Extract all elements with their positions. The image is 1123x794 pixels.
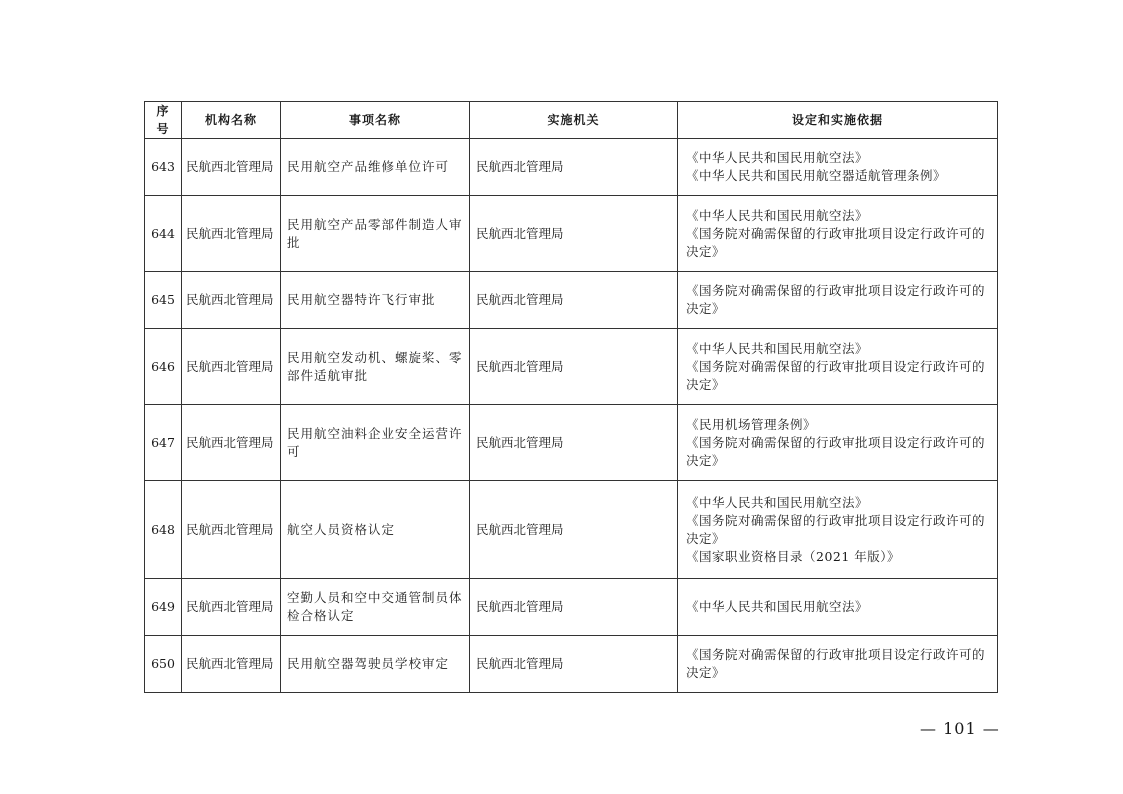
cell-serial-number: 649	[145, 579, 182, 636]
cell-serial-number: 644	[145, 196, 182, 272]
legal-basis-entry: 《中华人民共和国民用航空法》	[686, 599, 869, 614]
cell-implementing-agency: 民航西北管理局	[470, 272, 678, 329]
cell-item-name: 空勤人员和空中交通管制员体检合格认定	[281, 579, 470, 636]
legal-basis-entry: 《国务院对确需保留的行政审批项目设定行政许可的决定》	[686, 512, 986, 546]
table-row	[145, 579, 998, 636]
cell-serial-number: 647	[145, 405, 182, 481]
cell-organization-name: 民航西北管理局	[182, 579, 281, 636]
cell-item-name: 民用航空产品零部件制造人审批	[281, 196, 470, 272]
cell-legal-basis	[678, 405, 998, 481]
cell-organization-name: 民航西北管理局	[182, 329, 281, 405]
cell-legal-basis	[678, 636, 998, 693]
cell-organization-name: 民航西北管理局	[182, 272, 281, 329]
header-serial-number: 序号	[145, 102, 182, 139]
cell-serial-number: 643	[145, 139, 182, 196]
header-item-name: 事项名称	[281, 102, 470, 139]
legal-basis-entry: 《国务院对确需保留的行政审批项目设定行政许可的决定》	[686, 225, 986, 259]
cell-legal-basis	[678, 139, 998, 196]
cell-implementing-agency: 民航西北管理局	[470, 196, 678, 272]
cell-legal-basis	[678, 196, 998, 272]
table-row	[145, 329, 998, 405]
licensing-items-table	[144, 101, 998, 693]
cell-serial-number: 648	[145, 481, 182, 579]
table-row	[145, 272, 998, 329]
cell-organization-name: 民航西北管理局	[182, 139, 281, 196]
legal-basis-entry: 《中华人民共和国民用航空法》	[686, 207, 869, 223]
cell-organization-name: 民航西北管理局	[182, 636, 281, 693]
legal-basis-entry: 《国家职业资格目录（2021 年版）》	[686, 548, 901, 564]
cell-item-name: 民用航空油料企业安全运营许可	[281, 405, 470, 481]
cell-serial-number: 650	[145, 636, 182, 693]
cell-implementing-agency: 民航西北管理局	[470, 481, 678, 579]
table-body	[145, 139, 998, 693]
legal-basis-entry: 《民用机场管理条例》	[686, 416, 817, 432]
header-row	[145, 102, 998, 139]
header-legal-basis: 设定和实施依据	[678, 102, 998, 139]
legal-basis-entry: 《国务院对确需保留的行政审批项目设定行政许可的决定》	[686, 647, 986, 680]
header-organization-name: 机构名称	[182, 102, 281, 139]
table-row	[145, 405, 998, 481]
header-implementing-agency: 实施机关	[470, 102, 678, 139]
cell-legal-basis	[678, 579, 998, 636]
legal-basis-entry: 《中华人民共和国民用航空法》	[686, 494, 869, 510]
cell-implementing-agency: 民航西北管理局	[470, 139, 678, 196]
cell-organization-name: 民航西北管理局	[182, 196, 281, 272]
legal-basis-entry: 《中华人民共和国民用航空法》	[686, 150, 869, 165]
table-row	[145, 196, 998, 272]
cell-implementing-agency: 民航西北管理局	[470, 405, 678, 481]
table-header	[145, 102, 998, 139]
legal-basis-entry: 《国务院对确需保留的行政审批项目设定行政许可的决定》	[686, 283, 986, 316]
cell-item-name: 民用航空器特许飞行审批	[281, 272, 470, 329]
cell-organization-name: 民航西北管理局	[182, 481, 281, 579]
cell-legal-basis	[678, 272, 998, 329]
cell-implementing-agency: 民航西北管理局	[470, 329, 678, 405]
cell-legal-basis	[678, 329, 998, 405]
cell-item-name: 航空人员资格认定	[281, 481, 470, 579]
cell-legal-basis	[678, 481, 998, 579]
cell-item-name: 民用航空产品维修单位许可	[281, 139, 470, 196]
legal-basis-entry: 《国务院对确需保留的行政审批项目设定行政许可的决定》	[686, 358, 986, 392]
cell-implementing-agency: 民航西北管理局	[470, 579, 678, 636]
legal-basis-entry: 《中华人民共和国民用航空法》	[686, 340, 869, 356]
legal-basis-entry: 《国务院对确需保留的行政审批项目设定行政许可的决定》	[686, 434, 986, 468]
cell-serial-number: 645	[145, 272, 182, 329]
cell-serial-number: 646	[145, 329, 182, 405]
cell-implementing-agency: 民航西北管理局	[470, 636, 678, 693]
legal-basis-entry: 《中华人民共和国民用航空器适航管理条例》	[686, 168, 947, 183]
cell-item-name: 民用航空器驾驶员学校审定	[281, 636, 470, 693]
table-row	[145, 481, 998, 579]
page-number: — 101 —	[920, 719, 1000, 738]
cell-item-name: 民用航空发动机、螺旋桨、零部件适航审批	[281, 329, 470, 405]
cell-organization-name: 民航西北管理局	[182, 405, 281, 481]
table-row	[145, 139, 998, 196]
table-row	[145, 636, 998, 693]
